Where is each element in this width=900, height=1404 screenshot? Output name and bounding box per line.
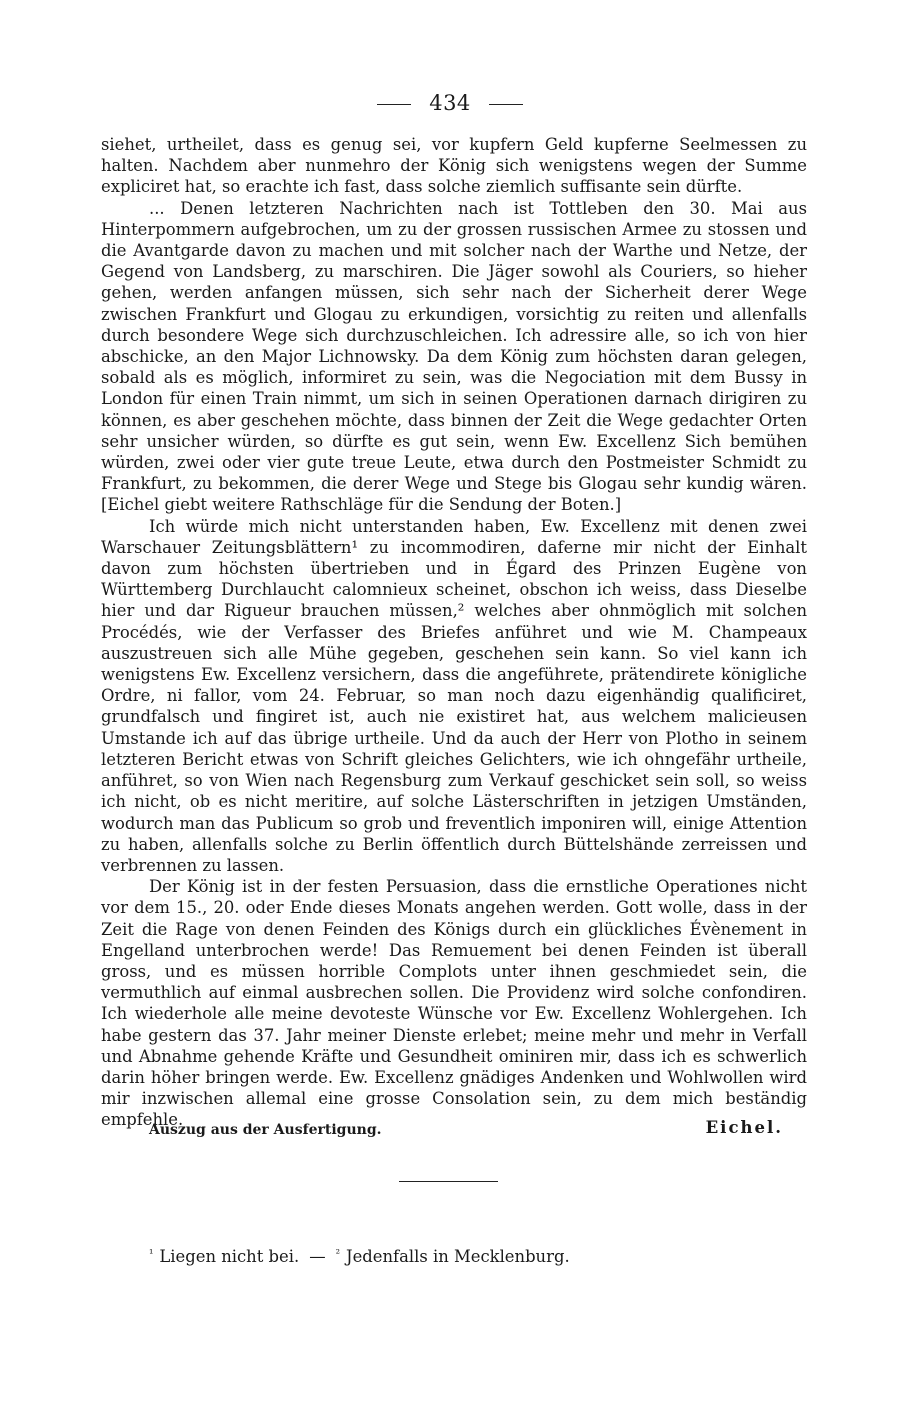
footnote-1-mark: ¹ [149,1247,154,1260]
body-text [101,134,807,1131]
signature: Eichel. [705,1118,783,1137]
footnote-rule [399,1181,498,1182]
closing-line [149,1118,807,1142]
footnote-2-text: Jedenfalls in Mecklenburg. [346,1247,570,1266]
paragraph-2: ... Denen letzteren Nachrichten nach ist Tottleben den 30. Mai aus Hinterpommern aufgebrochen, um zu der grossen russischen Armee zu stossen und die Avantgarde davon zu machen und mit solcher nach der Warthe und Netze, der Gegend von Landsberg, zu marschiren. Die Jäger sowohl als Couriers, so hieher gehen, werden anfangen müssen, sich sehr nach der Sicherheit derer Wege zwischen Frankfurt und Glogau zu erkundigen, vorsichtig zu reiten und allenfalls durch besondere Wege sich durchzuschleichen. Ich adressire alle, so ich von hier abschicke, an den Major Lichnowsky. Da dem König zum höchsten daran gelegen, sobald als es möglich, informiret zu sein, was die Negociation mit dem Bussy in London für einen Train nimmt, um sich in seinen Operationen darnach dirigiren zu können, es aber geschehen möchte, dass binnen der Zeit die Wege gedachter Orten sehr unsicher würden, so dürfte es gut sein, wenn Ew. Excellenz Sich bemühen würden, zwei oder vier gute treue Leute, etwa durch den Postmeister Schmidt zu Frankfurt, zu bekommen, die derer Wege und Stege bis Glogau sehr kundig wären. [Eichel giebt weitere Rathschläge für die Sendung der Boten.] [101,198,807,515]
source-note: Auszug aus der Ausfertigung. [149,1122,382,1138]
page-number: 434 [429,91,471,115]
paragraph-3: Ich würde mich nicht unterstanden haben, Ew. Excellenz mit denen zwei Warschauer Zeitungsblättern¹ zu incommodiren, daferne mir nicht der Einhalt davon zum höchsten übertrieben und in Égard des Prinzen Eugène von Württemberg Durchlaucht calomnieux scheinet, obschon ich weiss, dass Dieselbe hier und dar Rigueur brauchen müssen,² welches aber ohnmöglich mit solchen Procédés, wie der Verfasser des Briefes anführet und wie M. Champeaux auszustreuen sich alle Mühe gegeben, geschehen sein kann. So viel kann ich wenigstens Ew. Excellenz versichern, dass die angeführete, prätendirete königliche Ordre, ni fallor, vom 24. Februar, so man noch dazu eigenhändig qualificiret, grundfalsch und fingiret ist, auch nie existiret hat, aus welchem malicieusen Umstande ich auf das übrige urtheile. Und da auch der Herr von Plotho in seinem letzteren Bericht etwas von Schrift gleiches Gelichters, wie ich ohngefähr urtheile, anführet, so von Wien nach Regensburg zum Verkauf geschicket sein soll, so weiss ich nicht, ob es nicht meritire, auf solche Lästerschriften in jetzigen Umständen, wodurch man das Publicum so grob und freventlich imponiren will, einige Attention zu haben, allenfalls solche zu Berlin öffentlich durch Büttelshände zerreissen und verbrennen zu lassen. [101,516,807,875]
footnote-2-mark: ² [335,1247,340,1260]
footnotes [149,1242,769,1269]
paragraph-1: siehet, urtheilet, dass es genug sei, vor kupfern Geld kupferne Seelmessen zu halten. Nachdem aber nunmehro der König sich wenigstens wegen der Summe expliciret hat, so erachte ich fast, dass solche ziemlich suffisante sein dürfte. [101,135,807,197]
header-rule-left [377,104,411,105]
footnote-1-text: Liegen nicht bei. [159,1247,300,1266]
page-header [0,88,900,118]
paragraph-4: Der König ist in der festen Persuasion, dass die ernstliche Operationes nicht vor dem 15., 20. oder Ende dieses Monats angehen werden. Gott wolle, dass in der Zeit die Rage von denen Feinden des Königs durch ein glückliches Évènement in Engelland unterbrochen werde! Das Remuement bei denen Feinden ist überall gross, und es müssen horrible Complots unter ihnen geschmiedet sein, die vermuthlich auf einmal ausbrechen sollen. Die Providenz wird solche confondiren. Ich wiederhole alle meine devoteste Wünsche vor Ew. Excellenz Wohlergehen. Ich habe gestern das 37. Jahr meiner Dienste erlebet; meine mehr und mehr in Verfall und Abnahme gehende Kräfte und Gesundheit ominiren mir, dass ich es schwerlich darin höher bringen werde. Ew. Excellenz gnädiges Andenken und Wohlwollen wird mir inzwischen allemal eine grosse Consolation sein, zu dem mich beständig empfehle. [101,877,807,1130]
footnote-separator: — [309,1247,326,1266]
header-rule-right [489,104,523,105]
